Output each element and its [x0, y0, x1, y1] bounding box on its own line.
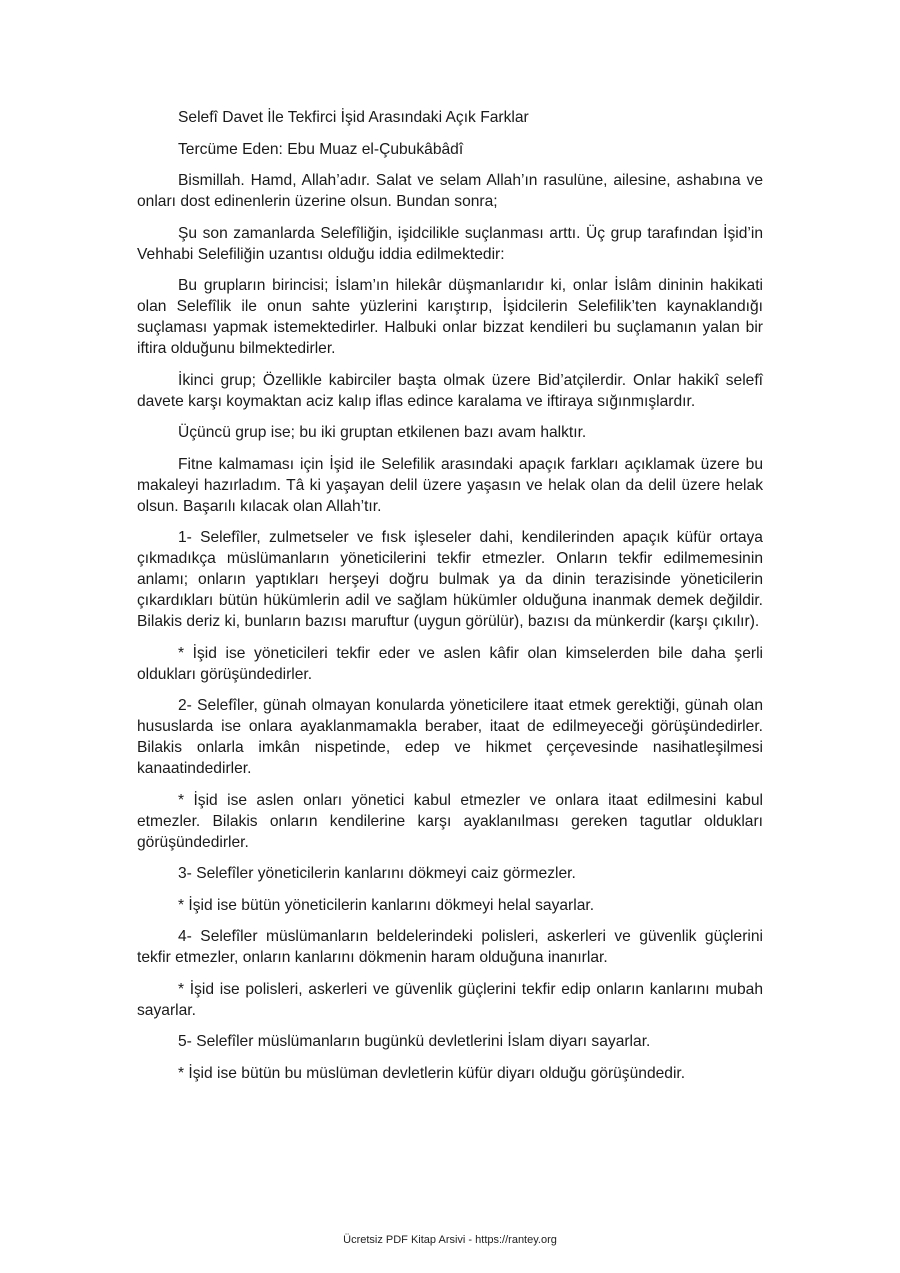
- paragraph-opening: Bismillah. Hamd, Allah’adır. Salat ve selam Allah’ın rasulüne, ailesine, ashabına ve onları dost edinenlerin üzerine olsun. Bundan sonra;: [137, 172, 763, 210]
- document-title: Selefî Davet İle Tekfirci İşid Arasındaki Açık Farklar: [178, 109, 529, 126]
- paragraph-group-three: Üçüncü grup ise; bu iki gruptan etkilenen bazı avam halktır.: [178, 424, 587, 441]
- paragraph-purpose: Fitne kalmaması için İşid ile Selefilik arasındaki apaçık farkları açıklamak üzere bu makaleyi hazırladım. Tâ ki yaşayan delil üzere yaşasın ve helak olan da delil üzere helak olsun. Başarılı kılacak olan Allah’tır.: [137, 455, 763, 515]
- paragraph-point-1-contrast: * İşid ise yöneticileri tekfir eder ve aslen kâfir olan kimselerden bile daha şerli oldukları görüşündedirler.: [137, 644, 763, 683]
- paragraph-point-2: 2- Selefîler, günah olmayan konularda yöneticilere itaat etmek gerektiği, günah olan hususlarda ise onlara ayaklanmamakla beraber, itaat de edilmeyeceği görüşündedirler. Bilakis onlarla imkân nispetinde, edep ve hikmet çerçevesinde nasihatleşilmesi kanaatindedirler.: [137, 697, 763, 777]
- paragraph-point-4-contrast: * İşid ise polisleri, askerleri ve güvenlik güçlerini tekfir edip onların kanlarını mubah sayarlar.: [137, 980, 763, 1019]
- paragraph-point-4: 4- Selefîler müslümanların beldelerindeki polisleri, askerleri ve güvenlik güçlerini tekfir etmezler, onların kanlarını dökmenin haram olduğuna inanırlar.: [137, 928, 763, 966]
- paragraph-point-3: 3- Selefîler yöneticilerin kanlarını dökmeyi caiz görmezler.: [178, 865, 576, 882]
- paragraph-point-5: 5- Selefîler müslümanların bugünkü devletlerini İslam diyarı sayarlar.: [178, 1033, 651, 1050]
- paragraph-group-one: Bu grupların birincisi; İslam’ın hilekâr düşmanlarıdır ki, onlar İslâm dininin hakikati olan Selefîlik ile onun sahte yüzlerini karıştırıp, İşidcilerin Selefilik’ten kaynaklandığı suçlaması yapmak istemektedirler. Halbuki onlar bizzat kendileri bu suçlamanın yalan bir iftira olduğunu bilmektedirler.: [137, 277, 763, 357]
- page-footer: Ücretsiz PDF Kitap Arsivi - https://rantey.org: [343, 1234, 557, 1246]
- paragraph-point-2-contrast: * İşid ise aslen onları yönetici kabul etmezler ve onlara itaat edilmesini kabul etmezler. Bilakis onların kendilerine karşı ayaklanılması gereken tagutlar oldukları görüşündedirler.: [137, 791, 763, 851]
- paragraph-group-two: İkinci grup; Özellikle kabirciler başta olmak üzere Bid’atçilerdir. Onlar hakikî selefî davete karşı koymaktan aciz kalıp iflas edince karalama ve iftiraya sığınmışlardır.: [137, 371, 763, 410]
- paragraph-point-1: 1- Selefîler, zulmetseler ve fısk işleseler dahi, kendilerinden apaçık küfür ortaya çıkmadıkça müslümanların yöneticilerini tekfir etmezler. Onların tekfir edilmemesinin anlamı; onların yaptıkları herşeyi doğru bulmak ya da dinin terazisinde yöneticilerin çıkardıkları bütün hükümlerin adil ve sağlam hükümler olduğuna inanmak demek değildir. Bilakis deriz ki, bunların bazısı maruftur (uygun görülür), bazısı da münkerdir (karşı çıkılır).: [137, 529, 763, 630]
- paragraph-point-3-contrast: * İşid ise bütün yöneticilerin kanlarını dökmeyi helal sayarlar.: [178, 896, 595, 914]
- paragraph-intro: Şu son zamanlarda Selefîliğin, işidcilikle suçlanması arttı. Üç grup tarafından İşid’in Vehhabi Selefiliğin uzantısı olduğu iddia edilmektedir:: [137, 224, 763, 263]
- document-body: [137, 107, 763, 1094]
- paragraph-point-5-contrast: * İşid ise bütün bu müslüman devletlerin küfür diyarı olduğu görüşündedir.: [178, 1064, 686, 1082]
- translator-line: Tercüme Eden: Ebu Muaz el-Çubukâbâdî: [178, 140, 464, 158]
